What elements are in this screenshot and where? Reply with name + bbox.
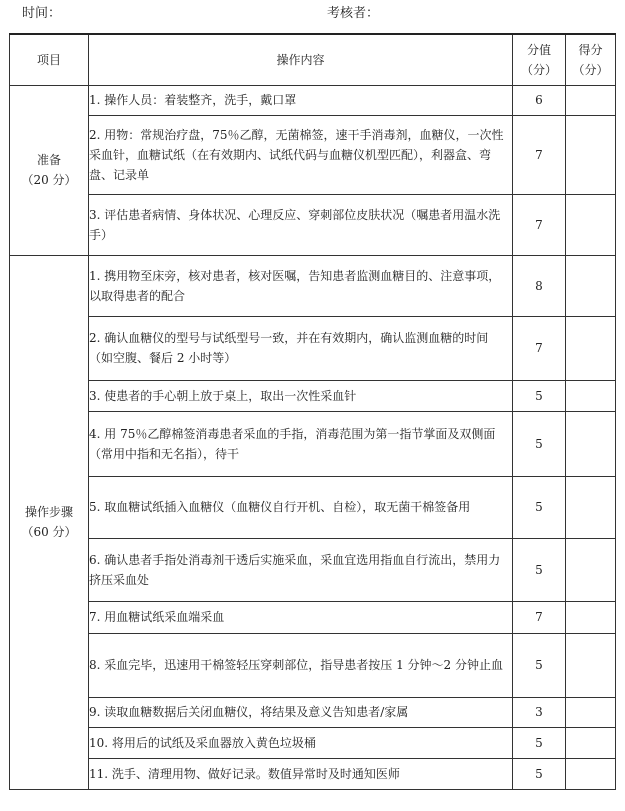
table-row — [10, 727, 616, 758]
content-cell: 7. 用血糖试纸采血端采血 — [89, 601, 513, 633]
got-cell — [566, 411, 616, 476]
header-score: 分值 （分） — [513, 34, 566, 85]
table-row — [10, 316, 616, 380]
header-item: 项目 — [10, 34, 89, 85]
content-cell: 2. 用物：常规治疗盘，75％乙醇，无菌棉签，速干手消毒剂，血糖仪，一次性采血针，血糖试纸（在有效期内、试纸代码与血糖仪机型匹配），利器盒、弯盘、记录单 — [89, 115, 513, 194]
got-cell — [566, 601, 616, 633]
got-cell — [566, 727, 616, 758]
content-cell: 10. 将用后的试纸及采血器放入黄色垃圾桶 — [89, 727, 513, 758]
examiner-label: 考核者： — [327, 6, 380, 21]
got-cell — [566, 194, 616, 255]
section-cell-steps: 操作步骤 （60 分） — [10, 255, 89, 789]
table-row — [10, 85, 616, 115]
table-row — [10, 601, 616, 633]
table-row — [10, 255, 616, 316]
section-cell-prep: 准备 （20 分） — [10, 85, 89, 255]
score-cell: 7 — [513, 601, 566, 633]
table-row — [10, 476, 616, 538]
table-row — [10, 758, 616, 789]
score-cell: 8 — [513, 255, 566, 316]
table-row — [10, 538, 616, 601]
table-row — [10, 115, 616, 194]
content-cell: 5. 取血糖试纸插入血糖仪（血糖仪自行开机、自检），取无菌干棉签备用 — [89, 476, 513, 538]
got-cell — [566, 633, 616, 697]
table-header-row — [10, 34, 616, 85]
table-row — [10, 697, 616, 727]
table-row — [10, 194, 616, 255]
table-row — [10, 411, 616, 476]
content-cell: 8. 采血完毕，迅速用干棉签轻压穿刺部位，指导患者按压 1 分钟～2 分钟止血 — [89, 633, 513, 697]
got-cell — [566, 697, 616, 727]
got-cell — [566, 538, 616, 601]
got-cell — [566, 316, 616, 380]
score-cell: 5 — [513, 476, 566, 538]
score-cell: 5 — [513, 380, 566, 411]
scoring-table — [9, 33, 616, 790]
score-cell: 5 — [513, 758, 566, 789]
score-cell: 7 — [513, 316, 566, 380]
content-cell: 3. 使患者的手心朝上放于桌上，取出一次性采血针 — [89, 380, 513, 411]
score-cell: 5 — [513, 411, 566, 476]
got-cell — [566, 758, 616, 789]
score-cell: 5 — [513, 727, 566, 758]
got-cell — [566, 380, 616, 411]
score-cell: 3 — [513, 697, 566, 727]
got-cell — [566, 255, 616, 316]
score-cell: 7 — [513, 115, 566, 194]
got-cell — [566, 115, 616, 194]
got-cell — [566, 476, 616, 538]
header-got: 得分 （分） — [566, 34, 616, 85]
table-row — [10, 633, 616, 697]
content-cell: 2. 确认血糖仪的型号与试纸型号一致，并在有效期内，确认监测血糖的时间（如空腹、餐后 2 小时等） — [89, 316, 513, 380]
content-cell: 3. 评估患者病情、身体状况、心理反应、穿刺部位皮肤状况（嘱患者用温水洗手） — [89, 194, 513, 255]
header-line — [0, 4, 625, 24]
content-cell: 1. 携用物至床旁，核对患者，核对医嘱，告知患者监测血糖目的、注意事项，以取得患者的配合 — [89, 255, 513, 316]
got-cell — [566, 85, 616, 115]
table-row — [10, 380, 616, 411]
score-cell: 7 — [513, 194, 566, 255]
content-cell: 9. 读取血糖数据后关闭血糖仪，将结果及意义告知患者/家属 — [89, 697, 513, 727]
content-cell: 4. 用 75％乙醇棉签消毒患者采血的手指，消毒范围为第一指节掌面及双侧面（常用中指和无名指），待干 — [89, 411, 513, 476]
content-cell: 11. 洗手、清理用物、做好记录。数值异常时及时通知医师 — [89, 758, 513, 789]
time-label: 时间： — [22, 6, 62, 21]
score-cell: 5 — [513, 538, 566, 601]
content-cell: 6. 确认患者手指处消毒剂干透后实施采血，采血宜选用指血自行流出，禁用力挤压采血处 — [89, 538, 513, 601]
score-cell: 6 — [513, 85, 566, 115]
header-content: 操作内容 — [89, 34, 513, 85]
content-cell: 1. 操作人员：着装整齐，洗手，戴口罩 — [89, 85, 513, 115]
score-cell: 5 — [513, 633, 566, 697]
